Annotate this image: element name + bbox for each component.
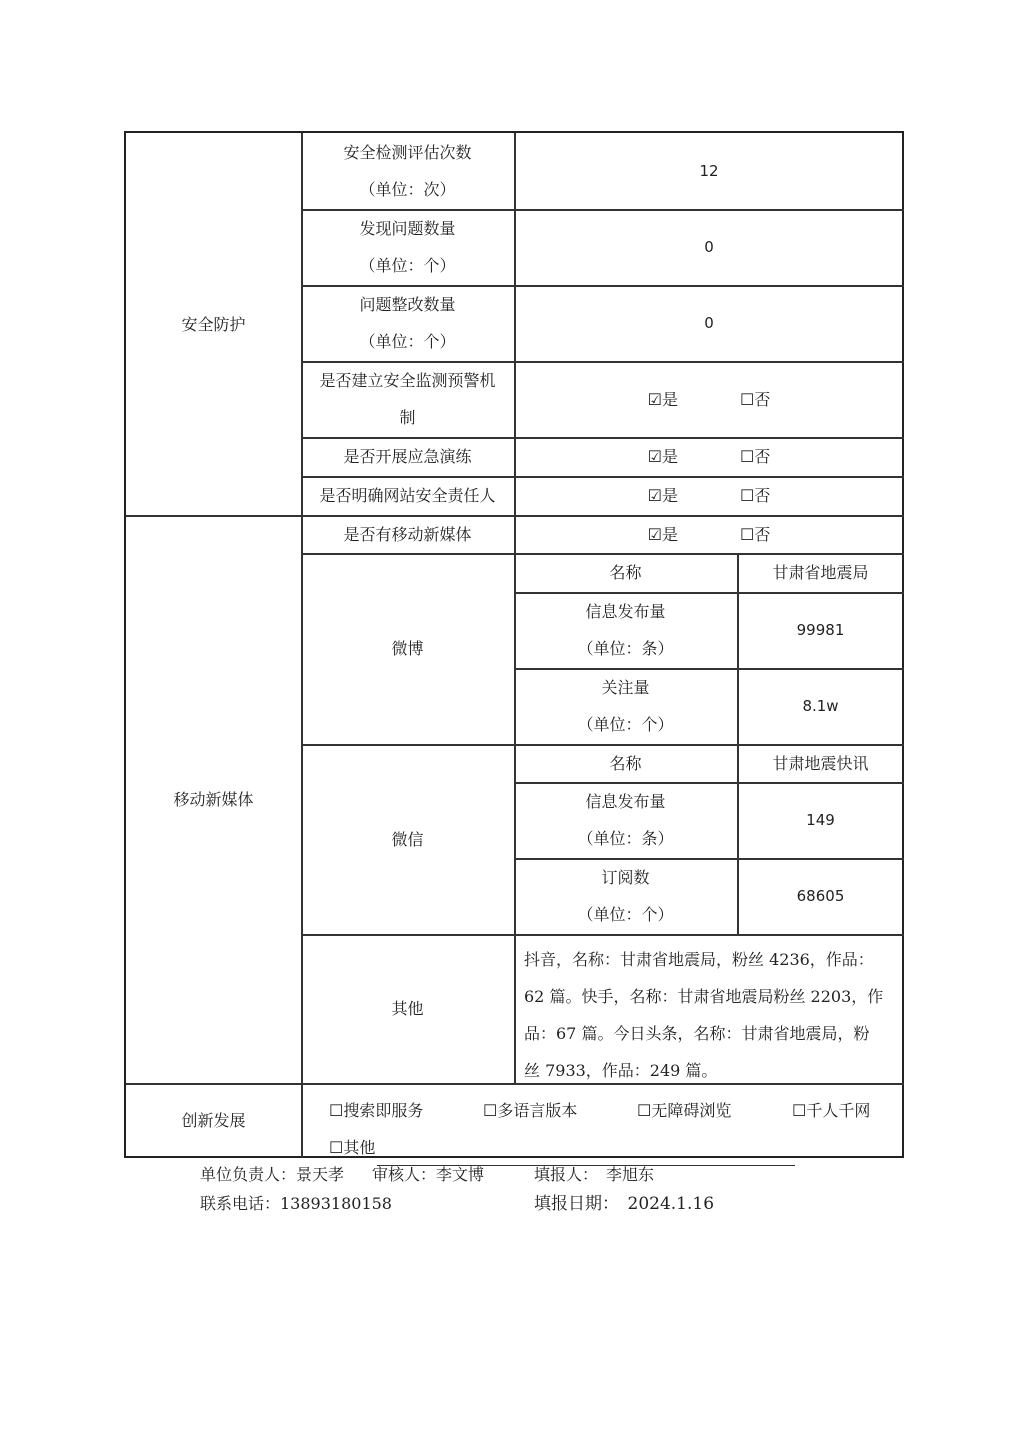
reviewer: 审核人：李文博 [372,1165,485,1184]
weibo-followers-value: 8.1w [802,696,839,715]
no-checkbox[interactable]: ☐否 [740,389,771,409]
wechat-name-value: 甘肃地震快讯 [772,753,869,773]
personalized-checkbox[interactable]: ☐千人千网 [792,1101,871,1120]
warning-mechanism-label: 是否建立安全监测预警机 制 [319,371,496,427]
section-security-label: 安全防护 [181,314,246,334]
weibo-name-label: 名称 [609,563,642,582]
search-service-checkbox[interactable]: ☐搜索即服务 [329,1101,424,1120]
section-media-label: 移动新媒体 [173,789,254,809]
other-checkbox[interactable]: ☐其他 [329,1138,376,1157]
accessibility-option [637,1092,731,1129]
phone: 联系电话：13893180158 [200,1194,392,1213]
innovation-options-row1 [329,1092,423,1129]
no-checkbox[interactable]: ☐否 [740,447,771,466]
wechat-posts-label: 信息发布量 （单位：条） [577,792,674,848]
other-description: 抖音，名称：甘肃省地震局，粉丝 4236，作品： 62 篇。快手，名称：甘肃省地震局粉丝 2203，作 品：67 篇。今日头条，名称：甘肃省地震局，粉 丝 7933，作品：249 篇。 [524,950,884,1080]
multilang-option [483,1092,577,1129]
drill-choice [514,437,904,476]
yes-checkbox[interactable]: ☑是 [647,486,678,505]
personalized-option [792,1092,870,1129]
inspections-label: 安全检测评估次数 （单位：次） [343,143,472,199]
has-media-choice [514,515,904,553]
weibo-followers-label: 关注量 （单位：个） [577,678,674,734]
other-label: 其他 [391,999,424,1018]
issues-fixed-value: 0 [704,313,714,332]
multilang-checkbox[interactable]: ☐多语言版本 [483,1101,578,1120]
wechat-name-label: 名称 [609,753,642,773]
weibo-posts-label: 信息发布量 （单位：条） [577,602,674,658]
inspections-value: 12 [699,161,719,180]
yes-checkbox[interactable]: ☑是 [647,447,678,466]
weibo-name-value: 甘肃省地震局 [772,563,869,582]
weibo-label: 微博 [391,639,424,658]
wechat-subs-value: 68605 [796,886,845,905]
other-innovation-option [329,1129,795,1166]
issues-found-value: 0 [704,237,714,256]
no-checkbox[interactable]: ☐否 [740,486,771,505]
no-checkbox[interactable]: ☐否 [740,524,771,544]
filler: 填报人： 李旭东 [534,1165,655,1184]
weibo-posts-value: 99981 [796,620,845,639]
drill-label: 是否开展应急演练 [343,447,472,466]
issues-found-label: 发现问题数量 （单位：个） [359,219,456,275]
yes-checkbox[interactable]: ☑是 [647,524,678,544]
leader: 单位负责人：景天孝 [200,1165,345,1184]
has-media-label: 是否有移动新媒体 [343,524,472,544]
fill-date: 填报日期： 2024.1.16 [534,1194,715,1214]
yes-checkbox[interactable]: ☑是 [647,389,678,409]
responsible-choice [514,476,904,515]
issues-fixed-label: 问题整改数量 （单位：个） [359,295,456,351]
wechat-label: 微信 [391,829,424,849]
section-innovation-label: 创新发展 [181,1111,246,1130]
accessibility-checkbox[interactable]: ☐无障碍浏览 [637,1101,732,1120]
wechat-subs-label: 订阅数 （单位：个） [577,868,674,924]
responsible-label: 是否明确网站安全责任人 [319,486,496,505]
report-table [124,131,904,1158]
warning-mechanism-choice [514,361,904,437]
wechat-posts-value: 149 [806,810,835,829]
